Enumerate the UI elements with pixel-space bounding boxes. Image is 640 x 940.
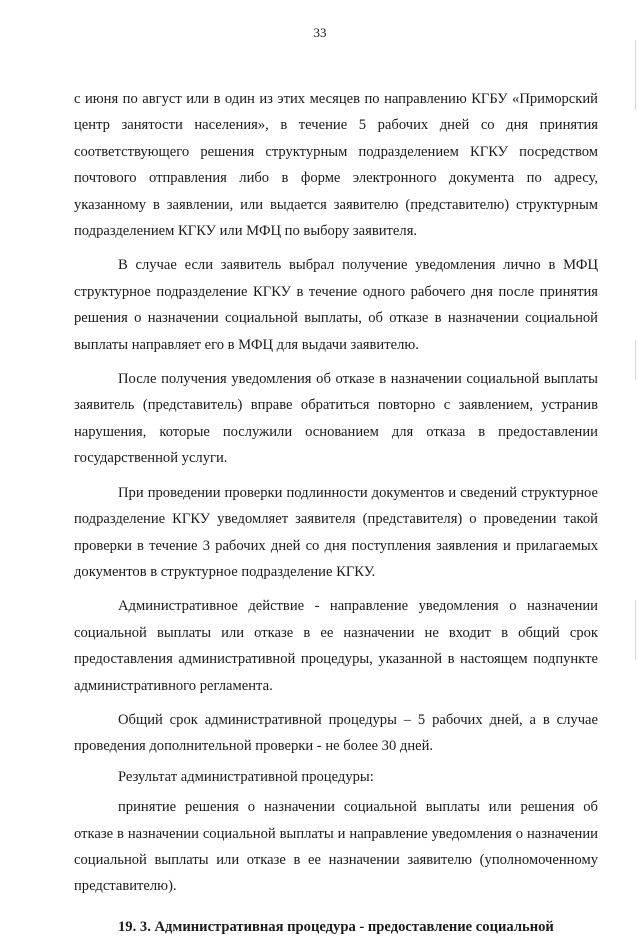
page-number: 33	[313, 25, 327, 40]
document-body	[74, 86, 598, 940]
paragraph-repeat-application: После получения уведомления об отказе в назначении социальной выплаты заявитель (представитель) вправе обратиться повторно с заявлением, устранив нарушения, которые послужили основанием для отказа в предоставлении государственной услуги.	[74, 371, 598, 467]
paragraph-result-description: принятие решения о назначении социальной выплаты или решения об отказе в назначении социальной выплаты и направление уведомления о назначении социальной выплаты или отказе в ее назначении заявителю (уполномоченному представителю).	[74, 799, 598, 895]
paragraph-result-heading: Результат административной процедуры:	[118, 768, 374, 785]
scan-edge-mark	[635, 340, 636, 380]
section-heading-19-3: 19. 3. Административная процедура - предоставление социальной	[118, 918, 554, 935]
scan-edge-mark	[635, 600, 636, 660]
paragraph-mfc-delivery: В случае если заявитель выбрал получение уведомления лично в МФЦ структурное подразделение КГКУ в течение одного рабочего дня после принятия решения о назначении социальной выплаты, об отказе в назначении социальной выплаты направляет его в МФЦ для выдачи заявителю.	[74, 257, 598, 353]
paragraph-verification-notice: При проведении проверки подлинности документов и сведений структурное подразделение КГКУ уведомляет заявителя (представителя) о проведении такой проверки в течение 3 рабочих дней со дня поступления заявления и прилагаемых документов в структурное подразделение КГКУ.	[74, 484, 598, 580]
scan-edge-mark	[635, 40, 636, 110]
paragraph-administrative-action: Административное действие - направление уведомления о назначении социальной выплаты или отказе в ее назначении не входит в общий срок предоставления административной процедуры, указанной в настоящем подпункте административного регламента.	[74, 598, 598, 694]
paragraph-notification-delivery: с июня по август или в один из этих месяцев по направлению КГБУ «Приморский центр занятости населения», в течение 5 рабочих дней со дня принятия соответствующего решения структурным подразделением КГКУ посредством почтового отправления либо в форме электронного документа по адресу, указанному в заявлении, или выдается заявителю (представителю) структурным подразделением КГКУ или МФЦ по выбору заявителя.	[74, 91, 598, 240]
paragraph-total-term: Общий срок административной процедуры – 5 рабочих дней, а в случае проведения дополнительной проверки - не более 30 дней.	[74, 711, 598, 755]
